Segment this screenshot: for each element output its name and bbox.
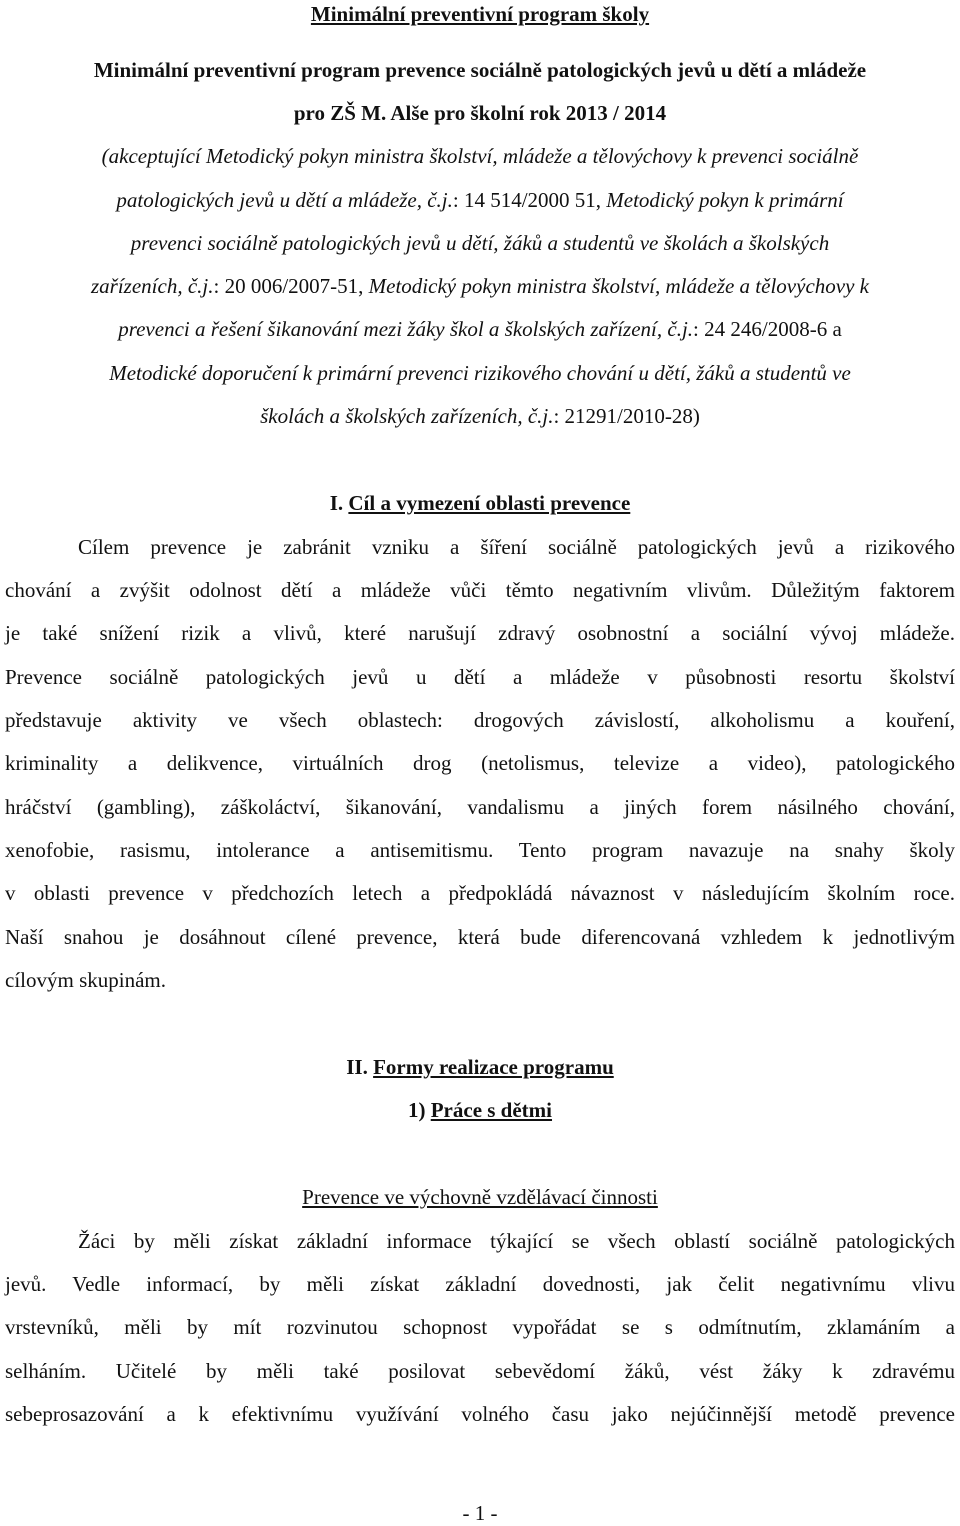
section-2-line-3: vrstevníků, měli by mít rozvinutou schopnost vypořádat se s odmítnutím, zklamáním a bbox=[5, 1315, 955, 1339]
section-2-subheading bbox=[0, 1098, 960, 1123]
subtitle-line-1: Minimální preventivní program prevence sociálně patologických jevů u dětí a mládeže bbox=[93, 58, 867, 82]
page-number: - 1 - bbox=[462, 1501, 498, 1525]
refs-line-6: Metodické doporučení k primární prevenci rizikového chování u dětí, žáků a studentů ve bbox=[109, 361, 851, 385]
section-1-line-8: xenofobie, rasismu, intolerance a antisemitismu. Tento program navazuje na snahy školy bbox=[5, 838, 955, 862]
section-1-title: Cíl a vymezení oblasti prevence bbox=[348, 491, 631, 515]
refs-line-7-b: : 21291/2010-28) bbox=[553, 404, 700, 428]
subsection-title: Prevence ve výchovně vzdělávací činnosti bbox=[302, 1185, 658, 1209]
section-1-line-6: kriminality a delikvence, virtuálních drog (netolismus, televize a video), patologického bbox=[5, 751, 955, 775]
refs-line-5-b: : 24 246/2008-6 a bbox=[693, 317, 842, 341]
section-1-heading bbox=[0, 491, 960, 516]
section-2-sub-title: Práce s dětmi bbox=[430, 1098, 553, 1122]
subtitle-line-2: pro ZŠ M. Alše pro školní rok 2013 / 2014 bbox=[293, 101, 667, 125]
refs-line-2-c: Metodický pokyn k primární bbox=[606, 188, 844, 212]
refs-line-2-a: patologických jevů u dětí a mládeže, č.j. bbox=[116, 188, 453, 212]
section-2-line-5: sebeprosazování a k efektivnímu využívání volného času jako nejúčinnější metodě prevence bbox=[5, 1402, 955, 1426]
refs-line-5-a: prevenci a řešení šikanování mezi žáky škol a školských zařízení, č.j. bbox=[118, 317, 694, 341]
refs-line-2 bbox=[0, 188, 960, 213]
section-2-sub-number: 1) bbox=[407, 1098, 426, 1122]
section-1-line-3: je také snížení rizik a vlivů, které narušují zdravý osobnostní a sociální vývoj mládeže. bbox=[5, 621, 955, 645]
section-2-line-4: selháním. Učitelé by měli také posilovat sebevědomí žáků, vést žáky k zdravému bbox=[5, 1359, 955, 1383]
refs-line-1: (akceptující Metodický pokyn ministra školství, mládeže a tělovýchovy k prevenci sociálně bbox=[101, 144, 859, 168]
page-title: Minimální preventivní program školy bbox=[310, 2, 650, 26]
refs-line-5 bbox=[0, 317, 960, 342]
section-1-line-11: cílovým skupinám. bbox=[5, 968, 166, 992]
section-1-number: I. bbox=[329, 491, 344, 515]
section-2-number: II. bbox=[346, 1055, 368, 1079]
refs-line-4-a: zařízeních, č.j. bbox=[91, 274, 214, 298]
section-1-line-9: v oblasti prevence v předchozích letech a předpokládá návaznost v následujícím školním roce. bbox=[5, 881, 955, 905]
section-2-line-2: jevů. Vedle informací, by měli získat základní dovednosti, jak čelit negativnímu vlivu bbox=[5, 1272, 955, 1296]
section-1-line-4: Prevence sociálně patologických jevů u dětí a mládeže v působnosti resortu školství bbox=[5, 665, 955, 689]
section-1-line-5: představuje aktivity ve všech oblastech: drogových závislostí, alkoholismu a kouření, bbox=[5, 708, 955, 732]
refs-line-4-b: : 20 006/2007-51, bbox=[213, 274, 369, 298]
refs-line-2-b: : 14 514/2000 51, bbox=[452, 188, 607, 212]
section-1-line-10: Naší snahou je dosáhnout cílené prevence, která bude diferencovaná vzhledem k jednotlivým bbox=[5, 925, 955, 949]
refs-line-7-a: školách a školských zařízeních, č.j. bbox=[260, 404, 554, 428]
refs-line-4 bbox=[0, 274, 960, 299]
refs-line-7 bbox=[0, 404, 960, 429]
section-2-line-1: Žáci by měli získat základní informace týkající se všech oblastí sociálně patologických bbox=[78, 1229, 955, 1253]
refs-line-3: prevenci sociálně patologických jevů u dětí, žáků a studentů ve školách a školských bbox=[130, 231, 830, 255]
section-1-line-1: Cílem prevence je zabránit vzniku a šíření sociálně patologických jevů a rizikového bbox=[78, 535, 955, 559]
refs-line-4-c: Metodický pokyn ministra školství, mládeže a tělovýchovy k bbox=[368, 274, 869, 298]
section-1-line-2: chování a zvýšit odolnost dětí a mládeže vůči těmto negativním vlivům. Důležitým faktorem bbox=[5, 578, 955, 602]
section-2-title: Formy realizace programu bbox=[373, 1055, 614, 1079]
section-1-line-7: hráčství (gambling), záškoláctví, šikanování, vandalismu a jiných forem násilného chování, bbox=[5, 795, 955, 819]
section-2-heading bbox=[0, 1055, 960, 1080]
